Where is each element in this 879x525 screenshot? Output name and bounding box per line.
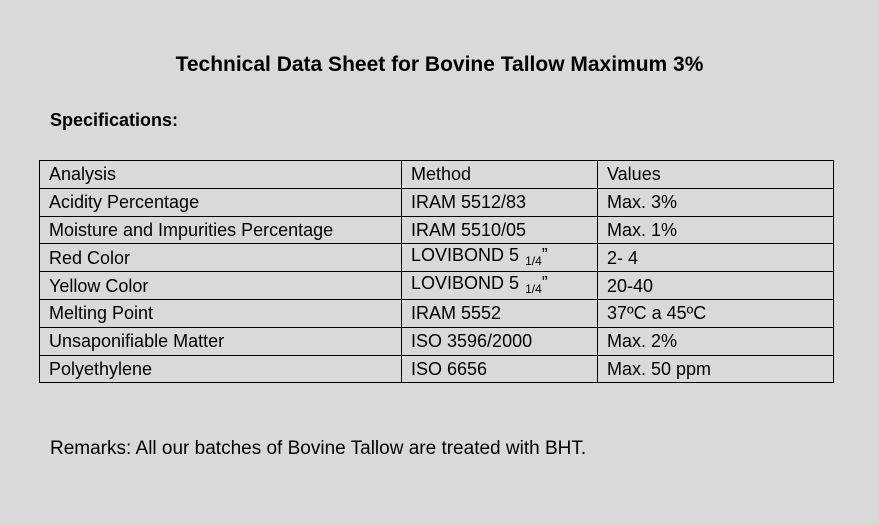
table-row	[40, 244, 834, 272]
method-cell: ISO 3596/2000	[402, 327, 598, 355]
analysis-cell: Melting Point	[40, 299, 402, 327]
analysis-cell: Acidity Percentage	[40, 188, 402, 216]
method-cell: IRAM 5552	[402, 299, 598, 327]
column-header-analysis: Analysis	[40, 161, 402, 189]
method-cell	[402, 244, 598, 272]
document-title: Technical Data Sheet for Bovine Tallow Maximum 3%	[175, 53, 704, 76]
specifications-heading: Specifications:	[50, 110, 179, 130]
table-row	[40, 299, 834, 327]
specifications-table	[39, 160, 834, 383]
method-text: LOVIBOND 5	[411, 272, 520, 293]
remarks-text: Remarks: All our batches of Bovine Tallow are treated with BHT.	[50, 438, 587, 459]
value-cell: Max. 50 ppm	[598, 355, 834, 383]
method-text: LOVIBOND 5	[411, 244, 520, 265]
value-cell: Max. 2%	[598, 327, 834, 355]
table-row	[40, 355, 834, 383]
analysis-cell: Yellow Color	[40, 272, 402, 300]
column-header-values: Values	[598, 161, 834, 189]
analysis-cell: Red Color	[40, 244, 402, 272]
value-cell: Max. 3%	[598, 188, 834, 216]
value-cell: 2- 4	[598, 244, 834, 272]
method-cell: ISO 6656	[402, 355, 598, 383]
table-row	[40, 216, 834, 244]
table-row	[40, 327, 834, 355]
table-row	[40, 272, 834, 300]
analysis-cell: Unsaponifiable Matter	[40, 327, 402, 355]
table-row	[40, 188, 834, 216]
analysis-cell: Moisture and Impurities Percentage	[40, 216, 402, 244]
method-cell: IRAM 5510/05	[402, 216, 598, 244]
value-cell: 20-40	[598, 272, 834, 300]
table-header-row	[40, 161, 834, 189]
method-cell	[402, 272, 598, 300]
method-quote: ”	[541, 244, 548, 265]
value-cell: Max. 1%	[598, 216, 834, 244]
method-fraction: 1/4	[525, 281, 542, 296]
method-fraction: 1/4	[525, 253, 542, 268]
column-header-method: Method	[402, 161, 598, 189]
analysis-cell: Polyethylene	[40, 355, 402, 383]
method-cell: IRAM 5512/83	[402, 188, 598, 216]
method-quote: ”	[541, 272, 548, 293]
value-cell: 37ºC a 45ºC	[598, 299, 834, 327]
